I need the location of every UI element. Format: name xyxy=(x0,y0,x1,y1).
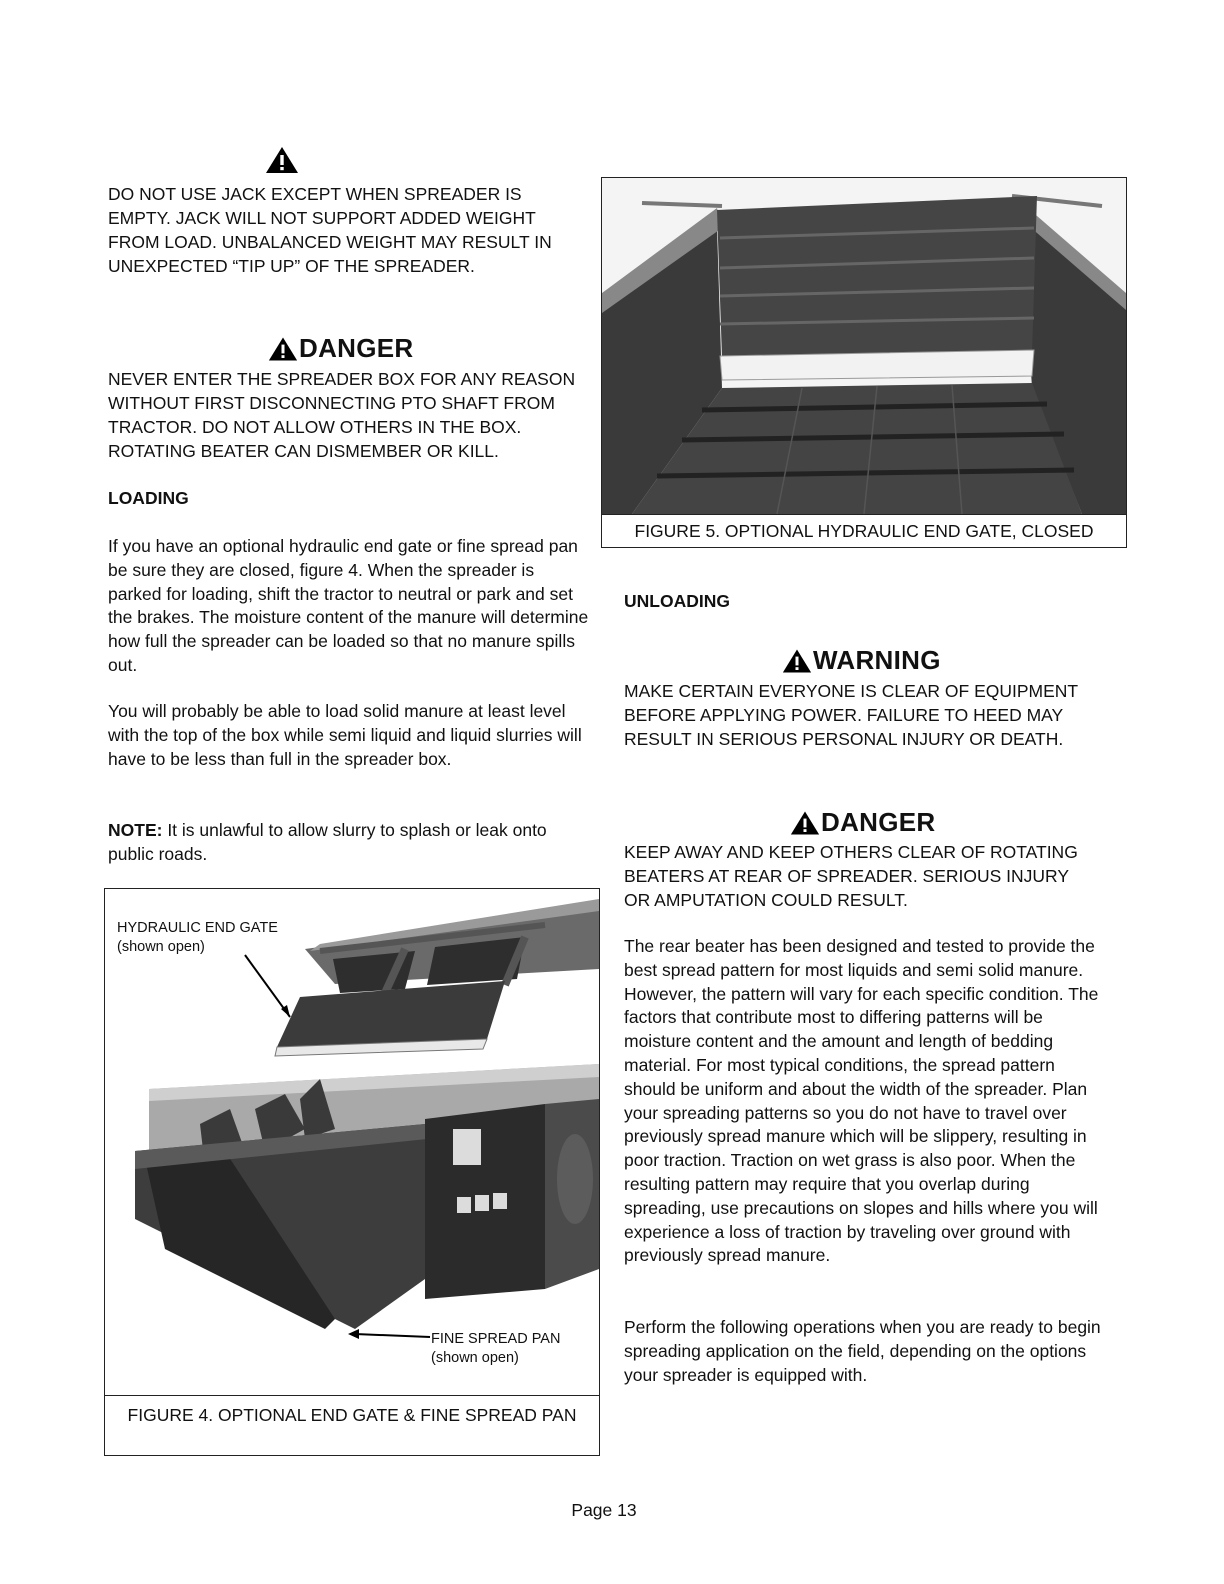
note-paragraph xyxy=(108,819,590,867)
loading-para-1: If you have an optional hydraulic end gate or fine spread pan be sure they are closed, figure 4. When the spreader is parked for loading, shift the tractor to neutral or park and set the brakes. The moisture content of the manure will determine how full the spreader can be loaded so that no manure spills out. xyxy=(108,536,589,675)
danger-text-2: KEEP AWAY AND KEEP OTHERS CLEAR OF ROTATING BEATERS AT REAR OF SPREADER. SERIOUS INJURY OR AMPUTATION COULD RESULT. xyxy=(624,842,1078,910)
figure-4-box xyxy=(104,888,600,1456)
danger-header-2 xyxy=(790,807,935,838)
figure-4-photo xyxy=(105,889,599,1395)
label-pan-line1: FINE SPREAD PAN xyxy=(431,1331,561,1347)
unloading-para-1: The rear beater has been designed and tested to provide the best spread pattern for most liquids and semi solid manure. However, the pattern will vary for each specific condition. The factors that contribute most to differing patterns will be moisture content and the amount and length of bedding material. For most typical conditions, the spread pattern should be uniform and about the width of the spreader. Plan your spreading patterns so you do not have to travel over previously spread manure which will be slippery, resulting in poor traction. Traction on wet grass is also poor. When the resulting pattern may require that you overlap during spreading, use precautions on slopes and hills where you will experience a loss of traction by traveling over ground with previously spread manure. xyxy=(624,936,1099,1266)
label-pan-line2: (shown open) xyxy=(431,1350,519,1366)
warning-header xyxy=(782,645,941,676)
warning-triangle-icon xyxy=(790,810,820,836)
figure-5-photo xyxy=(602,178,1126,514)
label-gate-line2: (shown open) xyxy=(117,939,205,955)
unloading-para-2: Perform the following operations when you are ready to begin spreading application on the field, depending on the options your spreader is equipped with. xyxy=(624,1317,1101,1385)
loading-heading: LOADING xyxy=(108,488,189,508)
warning-text: MAKE CERTAIN EVERYONE IS CLEAR OF EQUIPMENT BEFORE APPLYING POWER. FAILURE TO HEED MAY RESULT IN SERIOUS PERSONAL INJURY OR DEATH. xyxy=(624,681,1078,749)
figure-5-box xyxy=(601,177,1127,548)
warning-label: WARNING xyxy=(813,645,941,675)
warning-triangle-icon xyxy=(782,648,812,674)
page-number: Page 13 xyxy=(571,1500,637,1520)
note-text: It is unlawful to allow slurry to splash or leak onto public roads. xyxy=(108,820,547,864)
warning-triangle-icon xyxy=(268,336,298,362)
danger-text-1: NEVER ENTER THE SPREADER BOX FOR ANY REASON WITHOUT FIRST DISCONNECTING PTO SHAFT FROM TRACTOR. DO NOT ALLOW OTHERS IN THE BOX. ROTATING BEATER CAN DISMEMBER OR KILL. xyxy=(108,369,576,461)
label-fine-spread-pan xyxy=(431,1330,560,1368)
caution-text: DO NOT USE JACK EXCEPT WHEN SPREADER IS EMPTY. JACK WILL NOT SUPPORT ADDED WEIGHT FROM LOAD. UNBALANCED WEIGHT MAY RESULT IN UNEXPECTED “TIP UP” OF THE SPREADER. xyxy=(108,184,552,276)
danger-label-2: DANGER xyxy=(821,807,936,837)
warning-triangle-icon xyxy=(265,146,299,179)
label-hydraulic-end-gate xyxy=(117,919,278,957)
note-label: NOTE: xyxy=(108,820,163,840)
unloading-heading: UNLOADING xyxy=(624,591,730,611)
danger-header-1 xyxy=(268,333,413,364)
loading-para-2: You will probably be able to load solid manure at least level with the top of the box while semi liquid and liquid slurries will have to be less than full in the spreader box. xyxy=(108,701,582,769)
label-gate-line1: HYDRAULIC END GATE xyxy=(117,920,278,936)
figure-4-caption: FIGURE 4. OPTIONAL END GATE & FINE SPREAD PAN xyxy=(127,1405,577,1425)
figure-5-caption: FIGURE 5. OPTIONAL HYDRAULIC END GATE, CLOSED xyxy=(634,521,1094,541)
danger-label: DANGER xyxy=(299,333,414,363)
